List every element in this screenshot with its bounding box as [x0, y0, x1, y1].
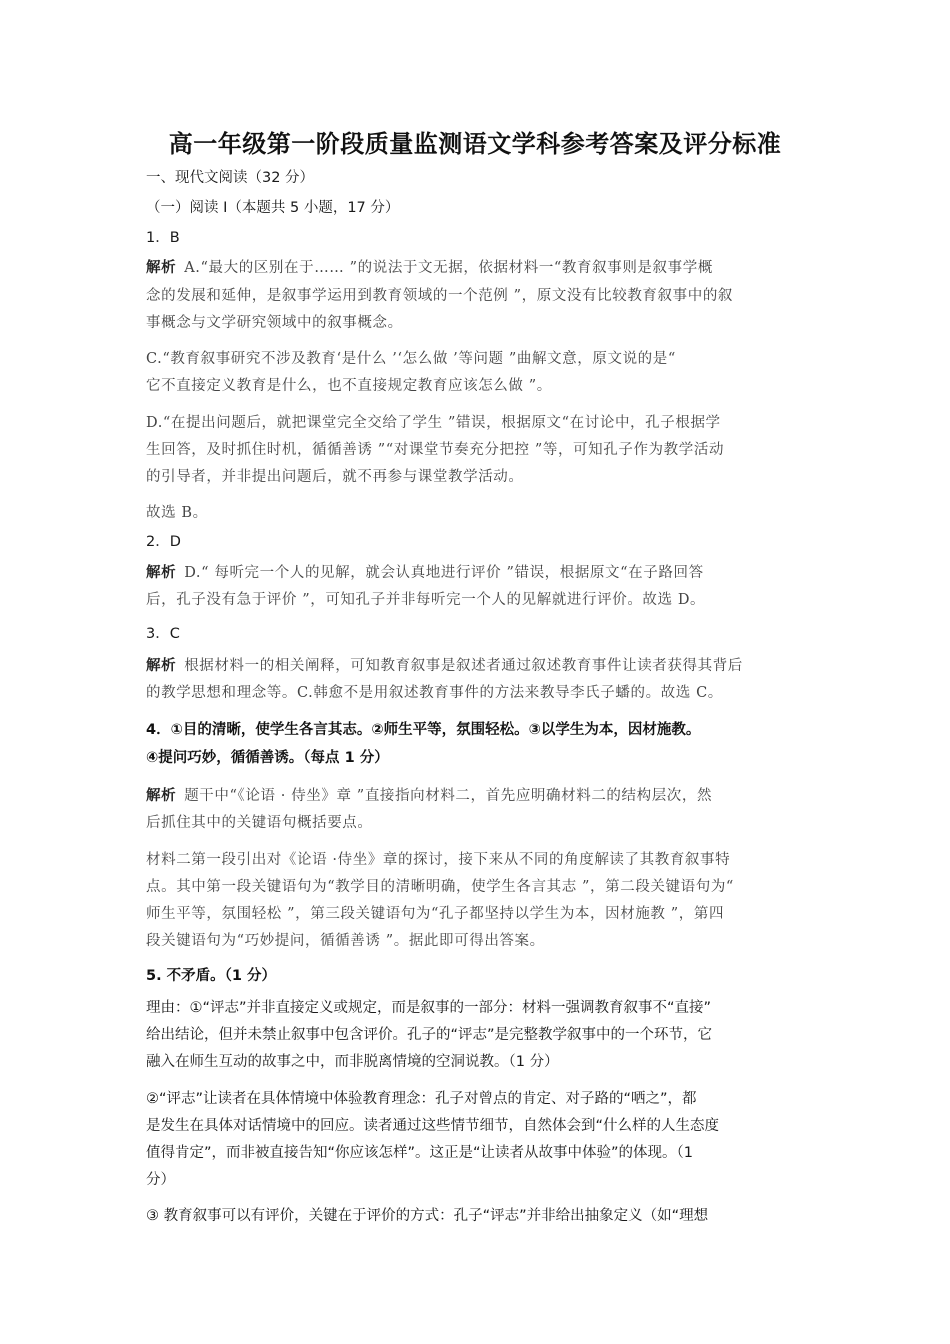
q2-analysis-line [146, 561, 704, 582]
q1-option-c-line-1: C.“教育叙事研究不涉及教育‘是什么 ’‘怎么做 ’等问题 ”曲解文意，原文说的是“ [146, 351, 676, 367]
q2-answer: 2．D [146, 534, 181, 550]
q5-reason-2-line-4: 分） [146, 1172, 175, 1188]
q1-conclusion: 故选 B。 [146, 505, 208, 521]
q3-answer: 3．C [146, 626, 180, 642]
q5-reason-1-line-1: 理由：①“评志”并非直接定义或规定，而是叙事的一部分：材料一强调教育叙事不“直接” [146, 1000, 712, 1016]
document-title: 高一年级第一阶段质量监测语文学科参考答案及评分标准 [168, 130, 782, 158]
q5-reason-2-line-1: ②“评志”让读者在具体情境中体验教育理念：孔子对曾点的肯定、对子路的“哂之”，都 [146, 1091, 697, 1107]
q4-answer-line-2: ④提问巧妙，循循善诱。（每点 1 分） [146, 750, 389, 766]
q1-option-d-line-1: D.“在提出问题后，就把课堂完全交给了学生 ”错误，根据原文“在讨论中，孔子根据学 [146, 415, 721, 431]
q1-option-d-line-3: 的引导者，并非提出问题后，就不再参与课堂教学活动。 [146, 469, 524, 485]
q1-answer: 1．B [146, 230, 180, 246]
q4-analysis-line [146, 784, 712, 805]
q5-reason-1-line-2: 给出结论，但并未禁止叙事中包含评价。孔子的“评志”是完整教学叙事中的一个环节，它 [146, 1027, 713, 1043]
q2-analysis-text: D.“ 每听完一个人的见解，就会认真地进行评价 ”错误，根据原文“在子路回答 [184, 565, 704, 581]
q5-answer: 5. 不矛盾。（1 分） [146, 968, 277, 984]
q4-detail-line-3: 师生平等，氛围轻松 ”，第三段关键语句为“孔子都坚持以学生为本，因材施教 ”，第四 [146, 906, 725, 922]
q4-analysis-text: 题干中“《论语 · 侍坐》章 ”直接指向材料二，首先应明确材料二的结构层次，然 [184, 788, 713, 804]
q3-analysis-text: 根据材料一的相关阐释，可知教育叙事是叙述者通过叙述教育事件让读者获得其背后 [184, 658, 743, 674]
q4-analysis-line-2: 后抓住其中的关键语句概括要点。 [146, 815, 373, 831]
analysis-label: 解析 [146, 565, 177, 581]
q3-analysis-line-2: 的教学思想和理念等。C.韩愈不是用叙述教育事件的方法来教导李氏子蟠的。故选 C。 [146, 685, 723, 701]
q1-option-d-line-2: 生回答，及时抓住时机，循循善诱 ”“对课堂节奏充分把控 ”等，可知孔子作为教学活动 [146, 442, 725, 458]
q4-detail-line-2: 点。其中第一段关键语句为“教学目的清晰明确，使学生各言其志 ”，第二段关键语句为“ [146, 879, 734, 895]
q5-reason-2-line-3: 值得肯定”，而非被直接告知“你应该怎样”。这正是“让读者从故事中体验”的体现。（1 [146, 1145, 694, 1161]
q4-answer-line-1: 4．①目的清晰，使学生各言其志。②师生平等，氛围轻松。③以学生为本，因材施教。 [146, 722, 701, 738]
q5-reason-2-line-2: 是发生在具体对话情境中的回应。读者通过这些情节细节，自然体会到“什么样的人生态度 [146, 1118, 720, 1134]
q1-option-c-line-2: 它不直接定义教育是什么，也不直接规定教育应该怎么做 ”。 [146, 378, 552, 394]
q4-detail-line-1: 材料二第一段引出对《论语 ·侍坐》章的探讨，接下来从不同的角度解读了其教育叙事特 [146, 852, 731, 868]
q1-analysis-line [146, 256, 713, 277]
analysis-label: 解析 [146, 260, 177, 276]
analysis-label: 解析 [146, 788, 177, 804]
q3-analysis-line [146, 654, 743, 675]
section-heading: 一、现代文阅读（32 分） [146, 170, 315, 186]
q5-reason-1-line-3: 融入在师生互动的故事之中，而非脱离情境的空洞说教。（1 分） [146, 1054, 559, 1070]
q4-detail-line-4: 段关键语句为“巧妙提问，循循善诱 ”。据此即可得出答案。 [146, 933, 545, 949]
q1-option-a-line-3: 事概念与文学研究领域中的叙事概念。 [146, 315, 403, 331]
q1-option-a-text: A.“最大的区别在于…… ”的说法于文无据，依据材料一“教育叙事则是叙事学概 [184, 260, 713, 276]
q5-reason-3-line-1: ③ 教育叙事可以有评价，关键在于评价的方式：孔子“评志”并非给出抽象定义（如“理想 [146, 1208, 709, 1224]
subsection-heading: （一）阅读 I（本题共 5 小题，17 分） [146, 200, 400, 216]
q1-option-a-line-2: 念的发展和延伸，是叙事学运用到教育领域的一个范例 ”，原文没有比较教育叙事中的叙 [146, 288, 734, 304]
analysis-label: 解析 [146, 658, 177, 674]
q2-analysis-line-2: 后，孔子没有急于评价 ”，可知孔子并非每听完一个人的见解就进行评价。故选 D。 [146, 592, 706, 608]
